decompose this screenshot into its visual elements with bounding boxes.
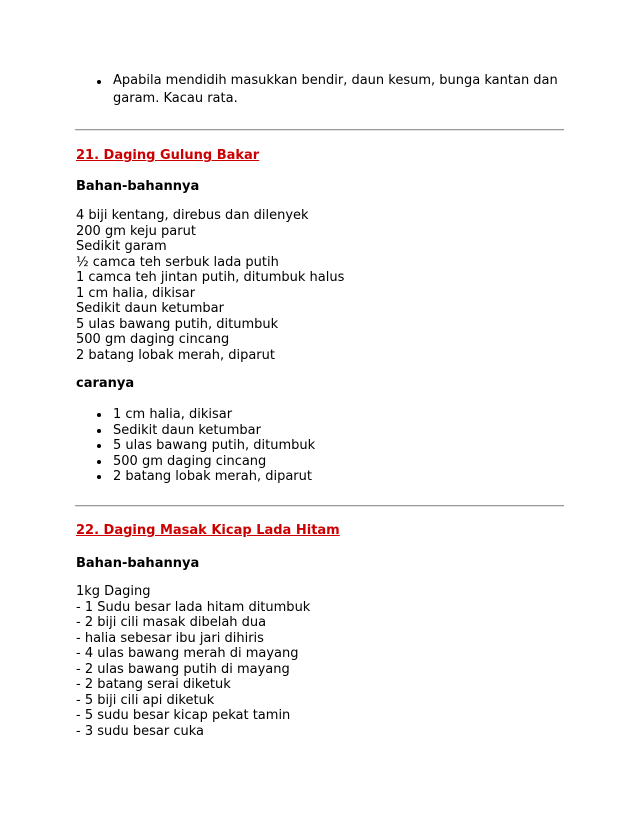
horizontal-divider (75, 505, 564, 507)
ingredient-line: 1 camca teh jintan putih, ditumbuk halus (76, 270, 345, 285)
ingredient-line: - 4 ulas bawang merah di mayang (76, 646, 299, 661)
recipe-22-ingredients (76, 584, 310, 739)
ingredient-line: 200 gm keju parut (76, 223, 196, 239)
ingredient-line: - 2 ulas bawang putih di mayang (76, 661, 290, 677)
list-item: 1 cm halia, dikisar (77, 407, 315, 423)
recipe-21-ingredients-label: Bahan-bahannya (76, 179, 200, 194)
ingredient-line: 500 gm daging cincang (76, 332, 230, 347)
ingredient-line: - 5 biji cili api diketuk (76, 692, 215, 708)
list-item: 2 batang lobak merah, diparut (77, 469, 315, 485)
ingredient-line: - 2 batang serai diketuk (76, 677, 231, 692)
ingredient-line: 1 cm halia, dikisar (76, 285, 196, 301)
ingredient-line: 5 ulas bawang putih, ditumbuk (76, 316, 279, 332)
list-item: 500 gm daging cincang (77, 454, 315, 470)
list-item: Sedikit daun ketumbar (77, 423, 315, 439)
intro-bullet-list (77, 72, 567, 108)
ingredient-line: Sedikit daun ketumbar (76, 301, 224, 316)
list-item: 5 ulas bawang putih, ditumbuk (77, 438, 315, 454)
recipe-22-title[interactable]: 22. Daging Masak Kicap Lada Hitam (76, 523, 340, 538)
recipe-21-title[interactable]: 21. Daging Gulung Bakar (76, 148, 260, 163)
list-item: Apabila mendidih masukkan bendir, daun kesum, bunga kantan dan garam. Kacau rata. (77, 72, 567, 108)
ingredient-line: - halia sebesar ibu jari dihiris (76, 630, 264, 646)
ingredient-line: - 1 Sudu besar lada hitam ditumbuk (76, 599, 311, 615)
ingredient-line: 2 batang lobak merah, diparut (76, 347, 275, 363)
ingredient-line: Sedikit garam (76, 239, 167, 254)
ingredient-line: ½ camca teh serbuk lada putih (76, 254, 279, 270)
horizontal-divider (75, 129, 564, 131)
ingredient-line: - 3 sudu besar cuka (76, 723, 204, 739)
ingredient-line: - 2 biji cili masak dibelah dua (76, 615, 267, 630)
ingredient-line: 4 biji kentang, direbus dan dilenyek (76, 208, 309, 223)
recipe-21-method-label: caranya (76, 376, 135, 391)
ingredient-line: 1kg Daging (76, 584, 151, 599)
recipe-21-ingredients (76, 208, 344, 363)
recipe-21-steps (77, 407, 315, 485)
recipe-22-ingredients-label: Bahan-bahannya (76, 556, 200, 571)
ingredient-line: - 5 sudu besar kicap pekat tamin (76, 708, 291, 723)
